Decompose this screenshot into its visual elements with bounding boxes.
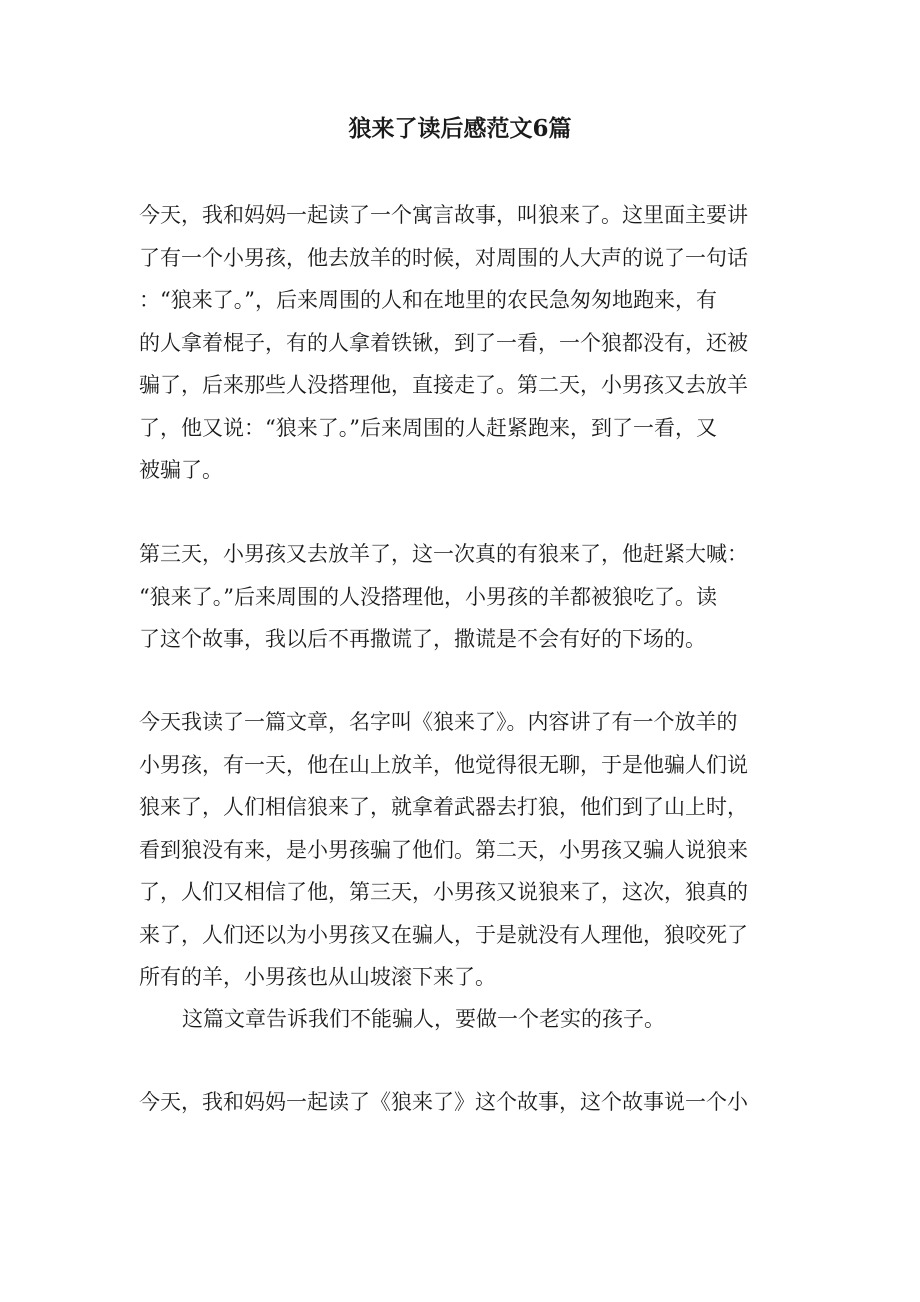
- paragraph-line: 的人拿着棍子，有的人拿着铁锹，到了一看，一个狼都没有，还被: [139, 330, 748, 355]
- paragraph-line: 了有一个小男孩，他去放羊的时候，对周围的人大声的说了一句话: [139, 245, 748, 270]
- paragraph-line: 所有的羊，小男孩也从山坡滚下来了。: [139, 965, 496, 989]
- paragraph-line: 来了，人们还以为小男孩又在骗人，于是就没有人理他，狼咬死了: [139, 922, 748, 947]
- paragraph-3: [139, 701, 779, 999]
- paragraph-line: 今天，我和妈妈一起读了一个寓言故事，叫狼来了。这里面主要讲: [139, 203, 748, 227]
- paragraph-line: 小男孩，有一天，他在山上放羊，他觉得很无聊，于是他骗人们说: [139, 752, 748, 777]
- paragraph-1: [139, 194, 779, 492]
- paragraph-line: “狼来了。”后来周围的人没搭理他，小男孩的羊都被狼吃了。读: [139, 584, 717, 609]
- paragraph-line: 了，他又说：“狼来了。”后来周围的人赶紧跑来，到了一看，又: [139, 415, 717, 440]
- paragraph-4: [139, 998, 779, 1041]
- paragraph-line: ：“狼来了。”，后来周围的人和在地里的农民急匆匆地跑来，有: [139, 288, 717, 312]
- paragraph-2: [139, 533, 779, 661]
- paragraph-line: 了，人们又相信了他，第三天，小男孩又说狼来了，这次，狼真的: [139, 880, 748, 904]
- paragraph-line: 被骗了。: [139, 458, 223, 482]
- document-title: 狼来了读后感范文6篇: [348, 115, 572, 142]
- paragraph-line: 今天，我和妈妈一起读了《狼来了》这个故事，这个故事说一个小: [139, 1090, 748, 1114]
- paragraph-line: 狼来了，人们相信狼来了，就拿着武器去打狼，他们到了山上时，: [139, 795, 748, 819]
- paragraph-line: 骗了，后来那些人没搭理他，直接走了。第二天，小男孩又去放羊: [139, 373, 748, 397]
- paragraph-line: 了这个故事，我以后不再撒谎了，撒谎是不会有好的下场的。: [139, 627, 706, 651]
- paragraph-line: 今天我读了一篇文章，名字叫《狼来了》。内容讲了有一个放羊的: [139, 710, 738, 734]
- paragraph-line: 看到狼没有来，是小男孩骗了他们。第二天，小男孩又骗人说狼来: [139, 837, 748, 862]
- paragraph-line: 这篇文章告诉我们不能骗人，要做一个老实的孩子。: [182, 1007, 665, 1031]
- paragraph-5: [139, 1081, 779, 1124]
- paragraph-line: 第三天，小男孩又去放羊了，这一次真的有狼来了，他赶紧大喊：: [139, 542, 748, 566]
